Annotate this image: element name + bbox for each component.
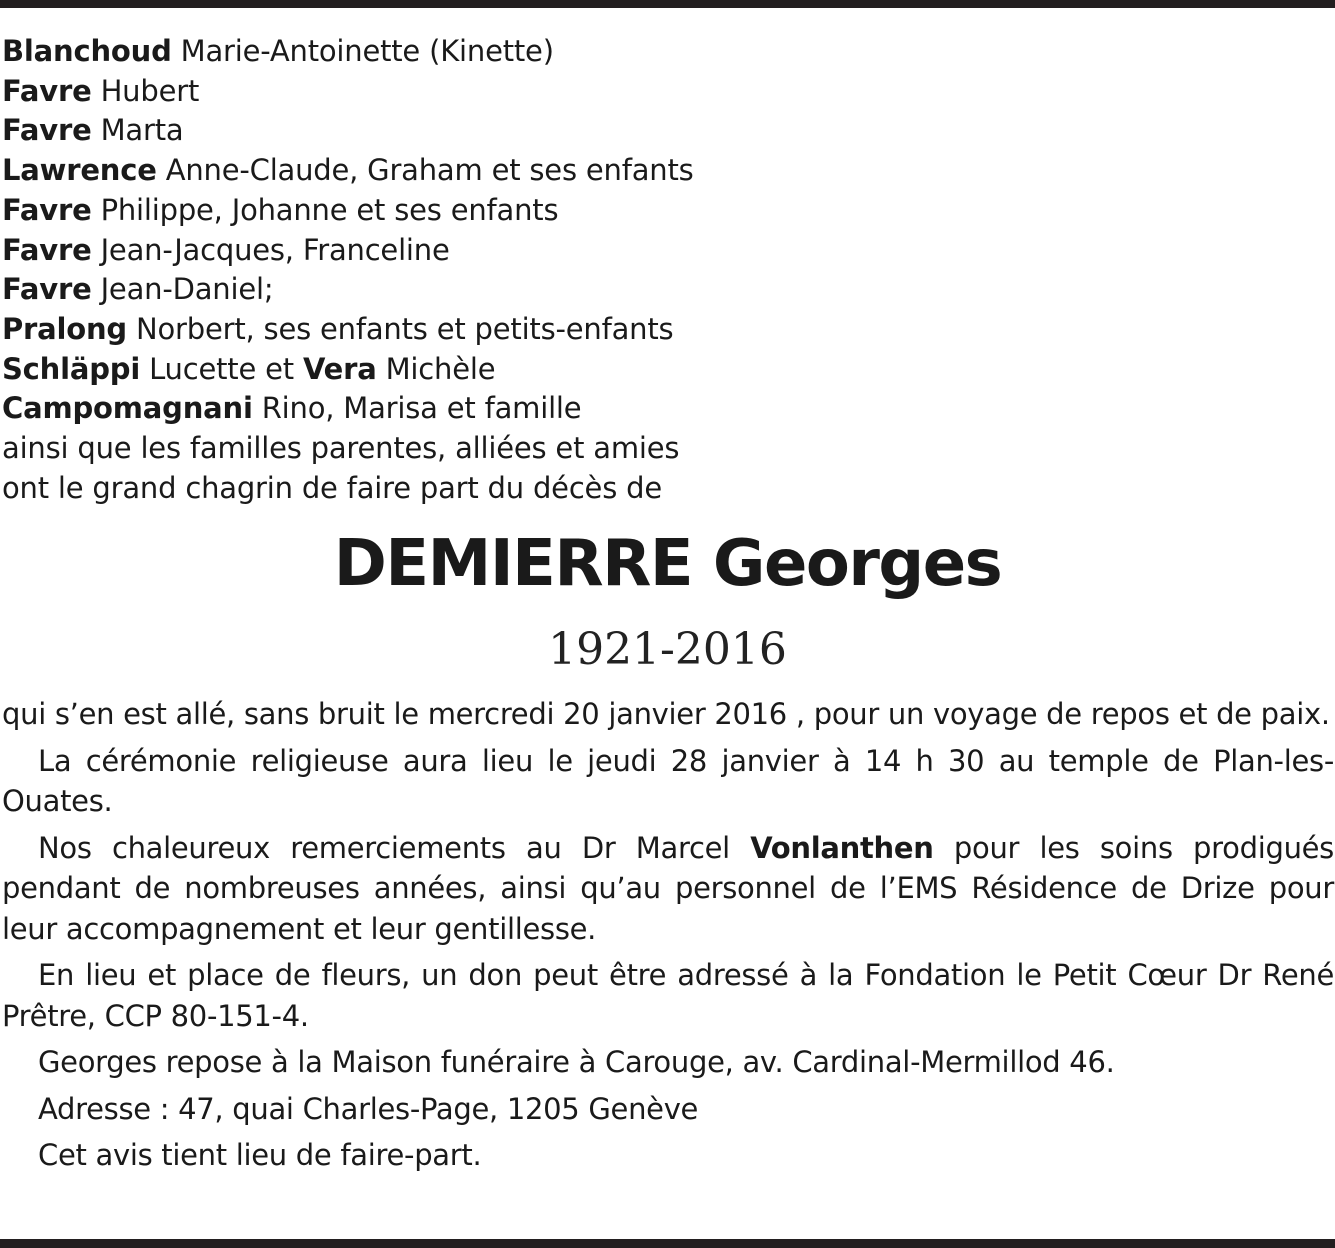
family-given-names: Michèle	[376, 351, 496, 386]
intro-line: ont le grand chagrin de faire part du décès de	[2, 470, 662, 505]
family-surname: Favre	[2, 73, 92, 108]
family-line	[2, 191, 694, 231]
family-given-names: Marie-Antoinette (Kinette)	[171, 34, 554, 68]
family-line	[2, 350, 694, 390]
family-surname: Vera	[302, 351, 377, 386]
family-surname: Favre	[2, 272, 92, 307]
family-surname: Campomagnani	[2, 391, 253, 426]
family-surname: Schläppi	[2, 351, 141, 386]
bottom-rule	[0, 1239, 1335, 1248]
family-given-names: Rino, Marisa et famille	[252, 391, 582, 426]
family-line	[2, 231, 694, 271]
family-given-names: Hubert	[91, 73, 200, 108]
family-given-names: Philippe, Johanne et ses enfants	[91, 192, 559, 227]
notice-paragraph: Cet avis tient lieu de faire-part.	[38, 1138, 482, 1172]
family-line	[2, 72, 694, 112]
family-surname: Lawrence	[2, 153, 157, 188]
doctor-surname: Vonlanthen	[750, 830, 934, 865]
deceased-years: 1921-2016	[548, 624, 787, 675]
family-given-names: Jean-Jacques, Franceline	[91, 232, 450, 267]
paragraph-text: pour les soins prodigués pendant de nombreuses années, ainsi qu’au personnel de l’EMS Résidence de Drize pour leur accompagnement et leur gentillesse.	[2, 830, 1334, 946]
intro-line: ainsi que les familles parentes, alliées et amies	[2, 431, 680, 466]
family-surname: Blanchoud	[2, 34, 172, 68]
family-surname: Favre	[2, 232, 92, 267]
notice-paragraph	[2, 828, 1334, 950]
notice-paragraph: qui s’en est allé, sans bruit le mercredi 20 janvier 2016 , pour un voyage de repos et de paix.	[2, 697, 1330, 731]
family-line	[2, 270, 694, 310]
notice-paragraph: En lieu et place de fleurs, un don peut être adressé à la Fondation le Petit Cœur Dr René Prêtre, CCP 80-151-4.	[2, 958, 1334, 1033]
family-surname: Pralong	[2, 311, 127, 346]
family-given-names: Anne-Claude, Graham et ses enfants	[156, 153, 694, 188]
family-surname: Favre	[2, 192, 92, 227]
notice-body	[2, 694, 1334, 1182]
paragraph-text: Nos chaleureux remerciements au Dr Marcel	[38, 830, 751, 865]
family-line	[2, 151, 694, 191]
family-given-names: Jean-Daniel;	[91, 272, 274, 307]
family-line	[2, 111, 694, 151]
top-rule	[0, 0, 1335, 8]
family-line	[2, 310, 694, 350]
notice-paragraph: Georges repose à la Maison funéraire à Carouge, av. Cardinal-Mermillod 46.	[38, 1045, 1115, 1079]
family-line	[2, 32, 694, 72]
family-surname: Favre	[2, 113, 92, 148]
family-given-names: Lucette et	[140, 351, 303, 386]
family-list	[2, 32, 694, 508]
notice-paragraph: Adresse : 47, quai Charles-Page, 1205 Genève	[38, 1091, 699, 1126]
notice-paragraph: La cérémonie religieuse aura lieu le jeudi 28 janvier à 14 h 30 au temple de Plan-les-Ouates.	[2, 743, 1334, 818]
family-given-names: Marta	[91, 113, 184, 148]
family-line	[2, 389, 694, 429]
deceased-name: DEMIERRE Georges	[333, 527, 1002, 601]
family-given-names: Norbert, ses enfants et petits-enfants	[127, 311, 674, 346]
